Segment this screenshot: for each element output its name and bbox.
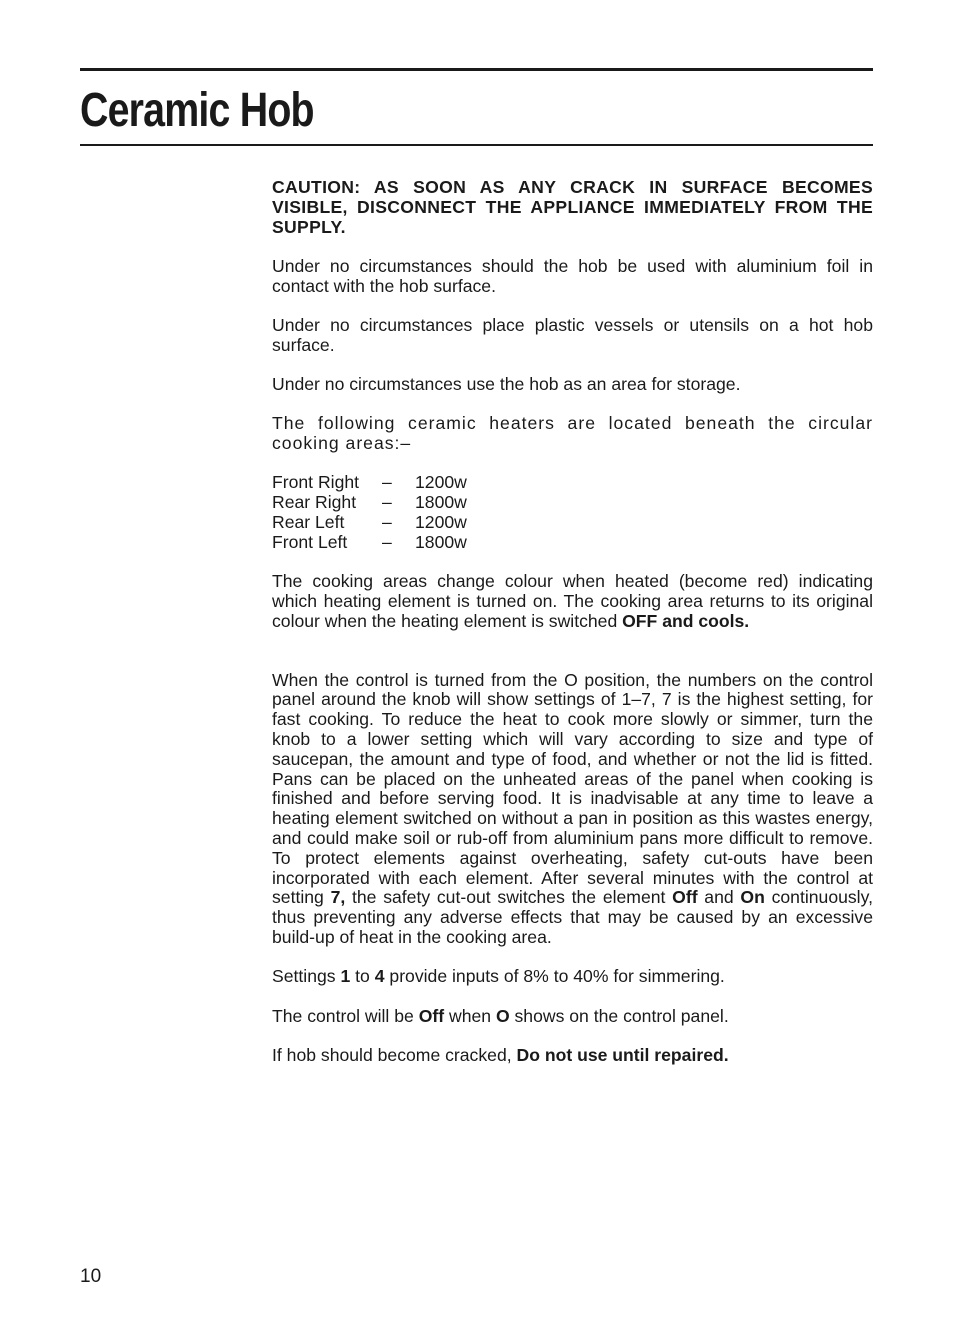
settings-bold-2: 4 xyxy=(374,966,385,987)
heater-position: Front Right xyxy=(272,472,360,493)
heater-row xyxy=(272,513,873,533)
colour-change-text: The cooking areas change colour when heated (become red) indicating which heating element is turned on. The cooking area returns to its original colour when the heating element is switched xyxy=(272,571,873,631)
paragraph-plastic-vessels: Under no circumstances place plastic vessels or utensils on a hot hob surface. xyxy=(272,314,873,355)
heater-position: Rear Right xyxy=(272,492,357,513)
heater-power: 1800w xyxy=(415,531,467,552)
main-content xyxy=(272,178,873,1085)
cracked-text: If hob should become cracked, xyxy=(272,1044,517,1065)
control-text-4: continuously, thus preventing any adverse effects that may be caused by an excessive build-up of heat in the cooking area. xyxy=(272,887,873,947)
paragraph-colour-change xyxy=(272,572,873,631)
control-bold-setting: 7, xyxy=(330,887,346,908)
control-text-3: and xyxy=(697,887,741,908)
paragraph-storage: Under no circumstances use the hob as an area for storage. xyxy=(272,374,741,395)
control-text-2: the safety cut-out switches the element xyxy=(345,887,673,908)
heater-dash: – xyxy=(382,492,392,513)
settings-text-1: Settings xyxy=(272,966,341,987)
paragraph-cracked xyxy=(272,1046,873,1066)
heater-row xyxy=(272,473,873,493)
heater-position: Front Left xyxy=(272,531,348,552)
page-title: Ceramic Hob xyxy=(80,84,314,137)
title-bottom-rule xyxy=(80,144,873,146)
heater-power: 1200w xyxy=(415,472,467,493)
settings-text-3: provide inputs of 8% to 40% for simmering. xyxy=(384,966,725,987)
off-state-text-2: when xyxy=(444,1005,496,1026)
paragraph-aluminium-foil: Under no circumstances should the hob be used with aluminium foil in contact with the hob surface. xyxy=(272,255,873,296)
settings-text-2: to xyxy=(350,966,375,987)
heater-list xyxy=(272,473,873,552)
heater-power: 1800w xyxy=(415,492,467,513)
off-state-bold-2: O xyxy=(495,1005,510,1026)
off-state-text-3: shows on the control panel. xyxy=(509,1005,729,1026)
paragraph-control xyxy=(272,671,873,948)
heater-dash: – xyxy=(382,472,392,493)
heater-dash: – xyxy=(382,531,392,552)
heater-row xyxy=(272,493,873,513)
heater-position: Rear Left xyxy=(272,512,345,533)
colour-change-bold: OFF and cools. xyxy=(622,610,750,631)
off-state-bold-1: Off xyxy=(418,1005,445,1026)
title-top-rule xyxy=(80,68,873,71)
cracked-bold: Do not use until repaired. xyxy=(516,1044,729,1065)
control-bold-on: On xyxy=(740,887,765,908)
heater-power: 1200w xyxy=(415,512,467,533)
caution-warning: CAUTION: AS SOON AS ANY CRACK IN SURFACE BECOMES VISIBLE, DISCONNECT THE APPLIANCE IMMEDIATELY FROM THE SUPPLY. xyxy=(272,177,873,237)
off-state-text-1: The control will be xyxy=(272,1005,419,1026)
control-bold-off: Off xyxy=(672,887,698,908)
control-text-1: When the control is turned from the O position, the numbers on the control panel around the knob will show settings of 1–7, 7 is the highest setting, for fast cooking. To reduce the heat to cook more slowly or simmer, turn the knob to a lower setting which will vary according to size and type of saucepan, the amount and type of food, and whether or not the lid is fitted. Pans can be placed on the unheated areas of the panel when cooking is finished and before serving food. It is inadvisable at any time to leave a heating element switched on without a pan in position as this wastes energy, and could make soil or rub-off from aluminium pans more difficult to remove. To protect elements against overheating, safety cut-outs have been incorporated with each element. After several minutes with the control at setting xyxy=(272,669,873,908)
paragraph-settings xyxy=(272,967,873,987)
heater-row xyxy=(272,533,873,553)
settings-bold-1: 1 xyxy=(340,966,351,987)
page-number: 10 xyxy=(80,1266,102,1287)
paragraph-off-state xyxy=(272,1007,873,1027)
paragraph-heaters-intro: The following ceramic heaters are located beneath the circular cooking areas:– xyxy=(272,413,873,454)
heater-dash: – xyxy=(382,512,392,533)
